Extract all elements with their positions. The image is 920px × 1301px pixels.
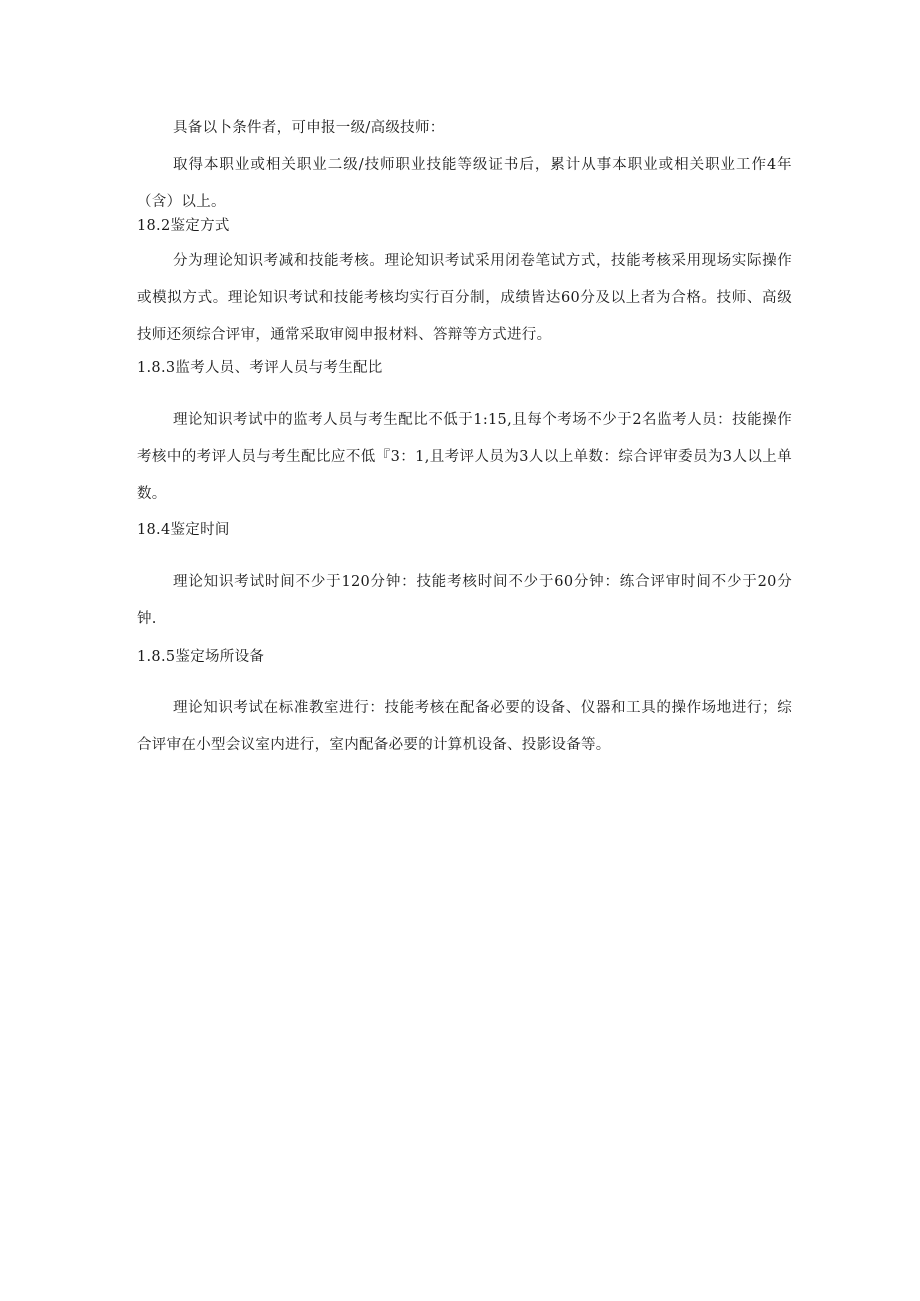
paragraph-appraisal-time: 理论知识考试时间不少于120分钟：技能考核时间不少于60分钟：练合评审时间不少于20分钟. bbox=[137, 574, 792, 627]
section-heading-staff-ratio: 1.8.3监考人员、考评人员与考生配比 bbox=[137, 360, 383, 376]
paragraph-appraisal-method: 分为理论知识考减和技能考核。理论知识考试采用闭卷笔试方式，技能考核采用现场实际操作或模拟方式。理论知识考试和技能考核均实行百分制，成绩皆达60分及以上者为合格。技师、高级技师还须综合评审，通常采取审阅申报材料、答辩等方式进行。 bbox=[137, 253, 792, 343]
paragraph-staff-ratio: 理论知识考试中的监考人员与考生配比不低于1:15,且每个考场不少于2名监考人员：技能操作考核中的考评人员与考生配比应不低『3：1,且考评人员为3人以上单数：综合评审委员为3人以上单数。 bbox=[137, 412, 792, 502]
paragraph-eligibility-condition: 取得本职业或相关职业二级/技师职业技能等级证书后，累计从事本职业或相关职业工作4年（含）以上。 bbox=[137, 157, 792, 210]
section-heading-venue-equipment: 1.8.5鉴定场所设备 bbox=[137, 649, 265, 665]
paragraph-venue-equipment: 理论知识考试在标准教室进行：技能考核在配备必要的设备、仪器和工具的操作场地进行；综合评审在小型会议室内进行，室内配备必要的计算机设备、投影设备等。 bbox=[137, 700, 792, 753]
paragraph-eligibility-intro: 具备以卜条件者，可申报一级/高级技师： bbox=[173, 120, 445, 136]
section-heading-appraisal-method: 18.2鉴定方式 bbox=[137, 218, 230, 234]
section-heading-appraisal-time: 18.4鉴定时间 bbox=[137, 522, 230, 538]
